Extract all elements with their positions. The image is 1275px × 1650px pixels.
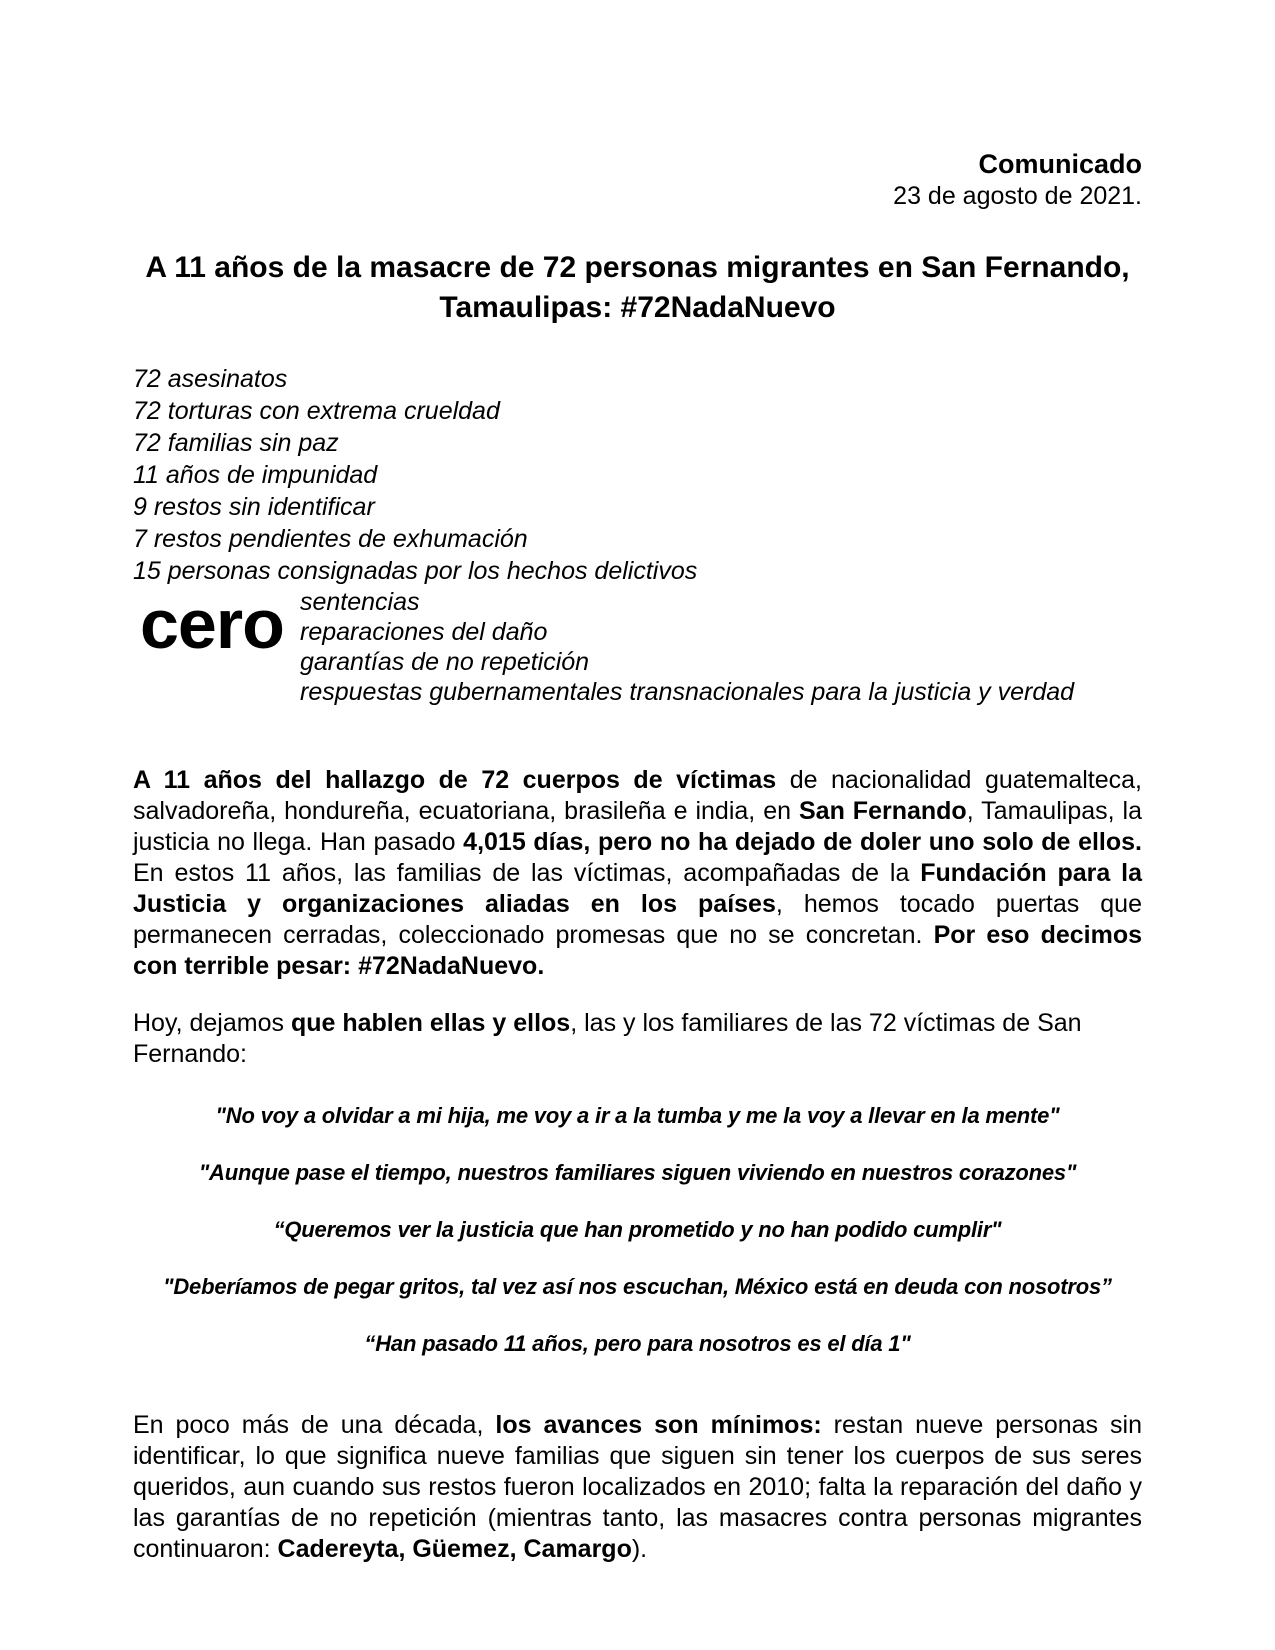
cero-item-sentencias: sentencias <box>300 588 420 616</box>
stats-item-consignadas: 15 personas consignadas por los hechos delictivos <box>133 557 698 585</box>
paragraph-hoy-hablen: Hoy, dejamos que hablen ellas y ellos, las y los familiares de las 72 víctimas de San Fernando: <box>133 1009 1082 1068</box>
cero-item-garantias: garantías de no repetición <box>300 648 590 676</box>
cero-block <box>133 587 1142 707</box>
quote-no-voy-a-olvidar: "No voy a olvidar a mi hija, me voy a ir a la tumba y me la voy a llevar en la mente" <box>215 1103 1060 1128</box>
quote-deberiamos-de-pegar-gritos: "Deberíamos de pegar gritos, tal vez así nos escuchan, México está en deuda con nosotros” <box>163 1274 1112 1299</box>
stats-item-familias: 72 familias sin paz <box>133 429 339 457</box>
quotes-section <box>133 1103 1142 1357</box>
stats-item-sin-identificar: 9 restos sin identificar <box>133 493 375 521</box>
cero-word: cero <box>140 585 284 663</box>
cero-items-list <box>300 587 1142 707</box>
quote-queremos-ver-la-justicia: “Queremos ver la justicia que han prometido y no han podido cumplir" <box>273 1217 1002 1242</box>
stats-item-asesinatos: 72 asesinatos <box>133 365 288 393</box>
cero-item-reparaciones: reparaciones del daño <box>300 618 548 646</box>
paragraph-avances-minimos: En poco más de una década, los avances son mínimos: restan nueve personas sin identificar, lo que significa nueve familias que siguen sin tener los cuerpos de sus seres queridos, aun cuando sus restos fueron localizados en 2010; falta la reparación del daño y las garantías de no repetición (mientras tanto, las masacres contra personas migrantes continuaron: Cadereyta, Güemez, Camargo). <box>133 1411 1142 1563</box>
document-type-label: Comunicado <box>978 149 1142 179</box>
stats-item-impunidad: 11 años de impunidad <box>133 461 378 489</box>
paragraph-hallazgo: A 11 años del hallazgo de 72 cuerpos de víctimas de nacionalidad guatemalteca, salvadoreña, hondureña, ecuatoriana, brasileña e india, en San Fernando, Tamaulipas, la justicia no llega. Han pasado 4,015 días, pero no ha dejado de doler uno solo de ellos. En estos 11 años, las familias de las víctimas, acompañadas de la Fundación para la Justicia y organizaciones aliadas en los países, hemos tocado puertas que permanecen cerradas, coleccionado promesas que no se concretan. Por eso decimos con terrible pesar: #72NadaNuevo. <box>133 766 1142 980</box>
cero-item-respuestas: respuestas gubernamentales transnacionales para la justicia y verdad <box>300 678 1075 706</box>
quote-han-pasado-11-anos: “Han pasado 11 años, pero para nosotros es el día 1" <box>364 1331 911 1356</box>
stats-item-exhumacion: 7 restos pendientes de exhumación <box>133 525 528 553</box>
document-title: A 11 años de la masacre de 72 personas migrantes en San Fernando, Tamaulipas: #72NadaNuevo <box>145 251 1130 324</box>
stats-list <box>133 363 1142 587</box>
document-header <box>133 0 1142 212</box>
quote-aunque-pase-el-tiempo: "Aunque pase el tiempo, nuestros familiares siguen viviendo en nuestros corazones" <box>198 1160 1077 1185</box>
document-date: 23 de agosto de 2021. <box>893 182 1142 210</box>
stats-item-torturas: 72 torturas con extrema crueldad <box>133 397 500 425</box>
